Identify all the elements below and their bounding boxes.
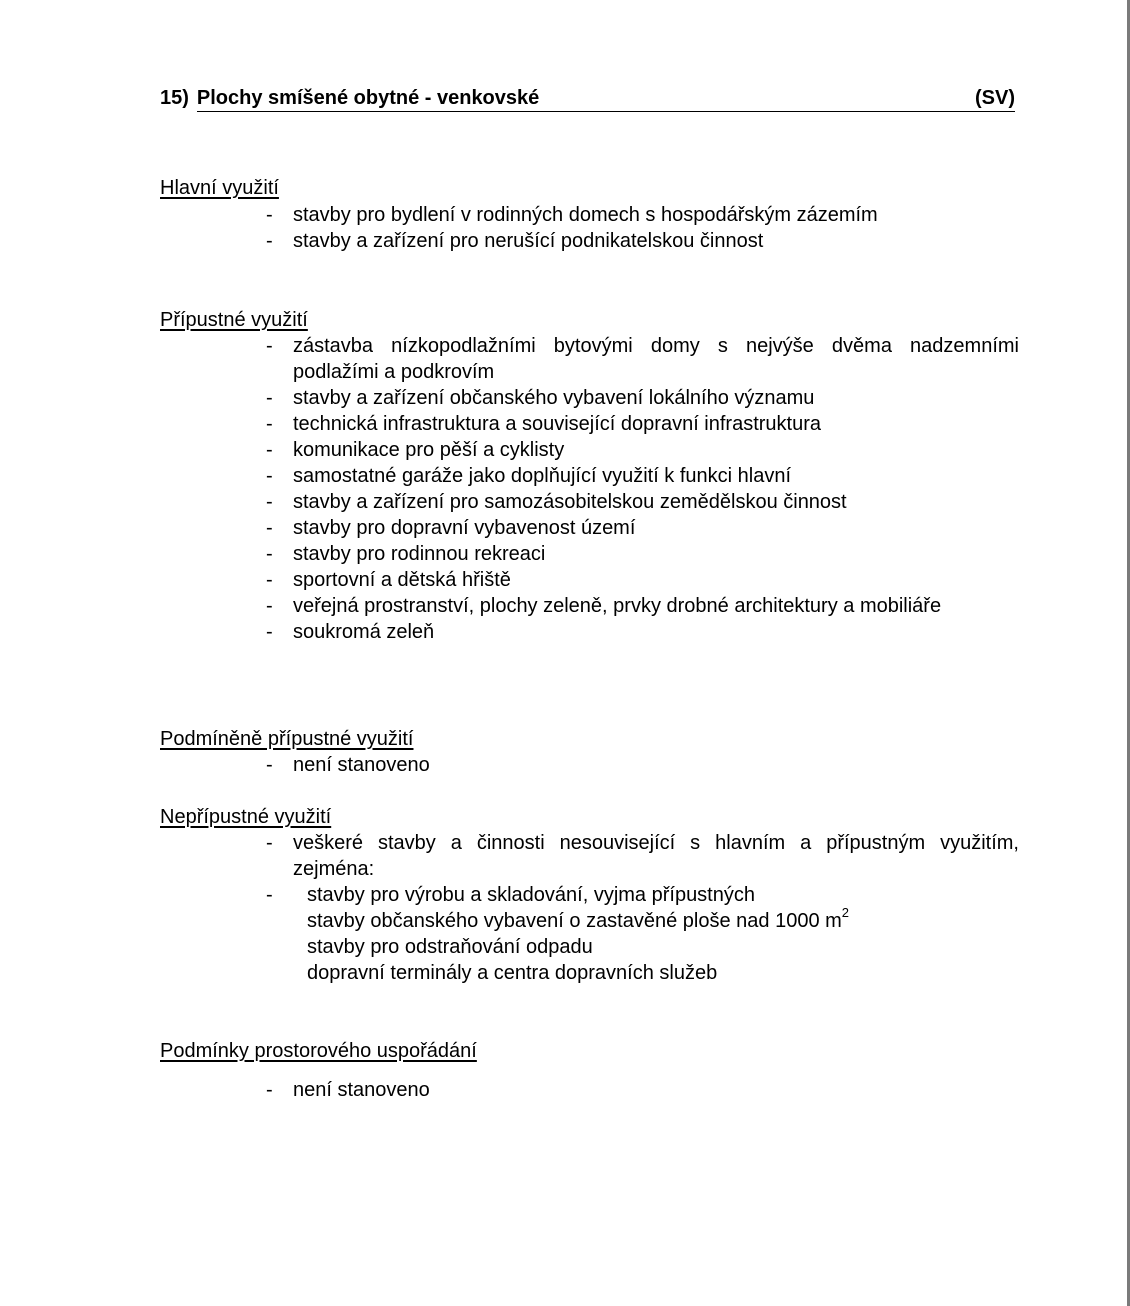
list-item: - veřejná prostranství, plochy zeleně, prvky drobné architektury a mobiliáře [266,593,1019,619]
sub-list-container [266,882,1019,986]
list-item: - stavby a zařízení občanského vybavení lokálního významu [266,385,1019,411]
list-item: - komunikace pro pěší a cyklisty [266,437,1019,463]
title-underline [197,85,1015,112]
sub-list-item [307,905,1019,934]
conditional-use-list [266,752,1019,778]
list-item: - stavby pro bydlení v rodinných domech s hospodářským zázemím [266,202,1019,228]
title-text: Plochy smíšené obytné - venkovské [196,87,540,109]
title-number: 15) [160,87,189,109]
superscript: 2 [841,905,850,920]
heading-main-use: Hlavní využití [160,177,279,199]
heading-permitted-use: Přípustné využití [160,309,308,331]
sub-list-item: stavby pro odstraňování odpadu [307,936,593,958]
permitted-use-list [266,333,1019,645]
list-item: - technická infrastruktura a související dopravní infrastruktura [266,411,1019,437]
list-item: - samostatné garáže jako doplňující využití k funkci hlavní [266,463,1019,489]
list-item: - stavby pro dopravní vybavenost území [266,515,1019,541]
list-item: - soukromá zeleň [266,619,1019,645]
heading-conditional-use: Podmíněně přípustné využití [160,728,414,750]
prohibited-use-list [266,830,1019,986]
list-item: - veškeré stavby a činnosti nesouvisející s hlavním a přípustným využitím, zejména: [266,830,1019,882]
sub-list-item-text: stavby občanského vybavení o zastavěné ploše nad 1000 m [307,910,842,932]
list-item: - stavby pro rodinnou rekreaci [266,541,1019,567]
list-item: - stavby a zařízení pro nerušící podnikatelskou činnost [266,228,1019,254]
list-item: - není stanoveno [266,1077,1019,1103]
list-item: - stavby a zařízení pro samozásobitelskou zemědělskou činnost [266,489,1019,515]
list-item: - zástavba nízkopodlažními bytovými domy s nejvýše dvěma nadzemními podlažími a podkrovím [266,333,1019,385]
list-item: - sportovní a dětská hřiště [266,567,1019,593]
main-use-list [266,202,1019,254]
spatial-conditions-list [266,1077,1019,1103]
prohibited-sub-list [266,882,1019,986]
list-item: - není stanoveno [266,752,1019,778]
title-code: (SV) [975,87,1015,109]
heading-prohibited-use: Nepřípustné využití [160,806,332,828]
section-title [160,85,1015,115]
sub-list-item: - stavby pro výrobu a skladování, vyjma přípustných [307,884,755,906]
sub-list-item: dopravní terminály a centra dopravních služeb [307,962,718,984]
heading-spatial-conditions: Podmínky prostorového uspořádání [160,1040,477,1062]
